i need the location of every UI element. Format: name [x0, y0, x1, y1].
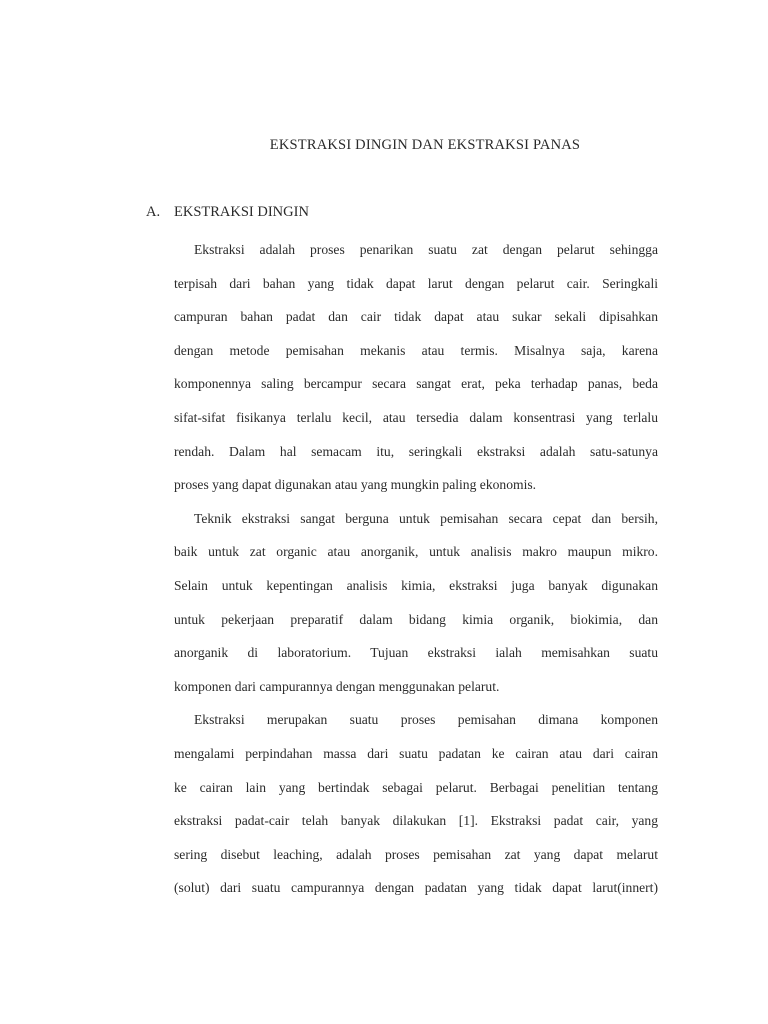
paragraph-line: ke cairan lain yang bertindak sebagai pelarut. Berbagai penelitian tentang: [174, 779, 658, 795]
section-heading-text: EKSTRAKSI DINGIN: [174, 204, 309, 220]
paragraph-line: Ekstraksi adalah proses penarikan suatu zat dengan pelarut sehingga: [194, 242, 658, 257]
paragraph-line: ekstraksi padat-cair telah banyak dilakukan [1]. Ekstraksi padat cair, yang: [174, 813, 658, 829]
paragraph-line: mengalami perpindahan massa dari suatu padatan ke cairan atau dari cairan: [174, 745, 658, 761]
paragraph-line: dengan metode pemisahan mekanis atau termis. Misalnya saja, karena: [174, 342, 658, 358]
section-letter: A.: [146, 204, 161, 220]
section-heading: [146, 204, 309, 221]
paragraph-line: anorganik di laboratorium. Tujuan ekstraksi ialah memisahkan suatu: [174, 645, 658, 661]
paragraph-line: sering disebut leaching, adalah proses pemisahan zat yang dapat melarut: [174, 846, 658, 862]
paragraph-line: untuk pekerjaan preparatif dalam bidang kimia organik, biokimia, dan: [174, 611, 658, 627]
paragraph-line: (solut) dari suatu campurannya dengan padatan yang tidak dapat larut(innert): [174, 880, 658, 896]
paragraph-line: Ekstraksi merupakan suatu proses pemisahan dimana komponen: [194, 712, 658, 728]
paragraph-line: Teknik ekstraksi sangat berguna untuk pemisahan secara cepat dan bersih,: [194, 510, 658, 526]
paragraph: [174, 233, 658, 502]
paragraph: [174, 703, 658, 905]
paragraph-line: terpisah dari bahan yang tidak dapat larut dengan pelarut cair. Seringkali: [174, 275, 658, 291]
paragraph-line: komponennya saling bercampur secara sangat erat, peka terhadap panas, beda: [174, 376, 658, 392]
paragraph-line: komponen dari campurannya dengan menggunakan pelarut.: [174, 678, 500, 694]
body-text: [174, 233, 658, 905]
document-title: EKSTRAKSI DINGIN DAN EKSTRAKSI PANAS: [269, 137, 581, 153]
paragraph-line: Selain untuk kepentingan analisis kimia, ekstraksi juga banyak digunakan: [174, 577, 658, 593]
paragraph-line: rendah. Dalam hal semacam itu, seringkali ekstraksi adalah satu-satunya: [174, 443, 658, 459]
paragraph-line: baik untuk zat organic atau anorganik, untuk analisis makro maupun mikro.: [174, 544, 658, 560]
paragraph-line: proses yang dapat digunakan atau yang mungkin paling ekonomis.: [174, 477, 537, 493]
paragraph-line: sifat-sifat fisikanya terlalu kecil, atau tersedia dalam konsentrasi yang terlalu: [174, 409, 658, 425]
paragraph: [174, 502, 658, 704]
paragraph-line: campuran bahan padat dan cair tidak dapat atau sukar sekali dipisahkan: [174, 309, 658, 325]
